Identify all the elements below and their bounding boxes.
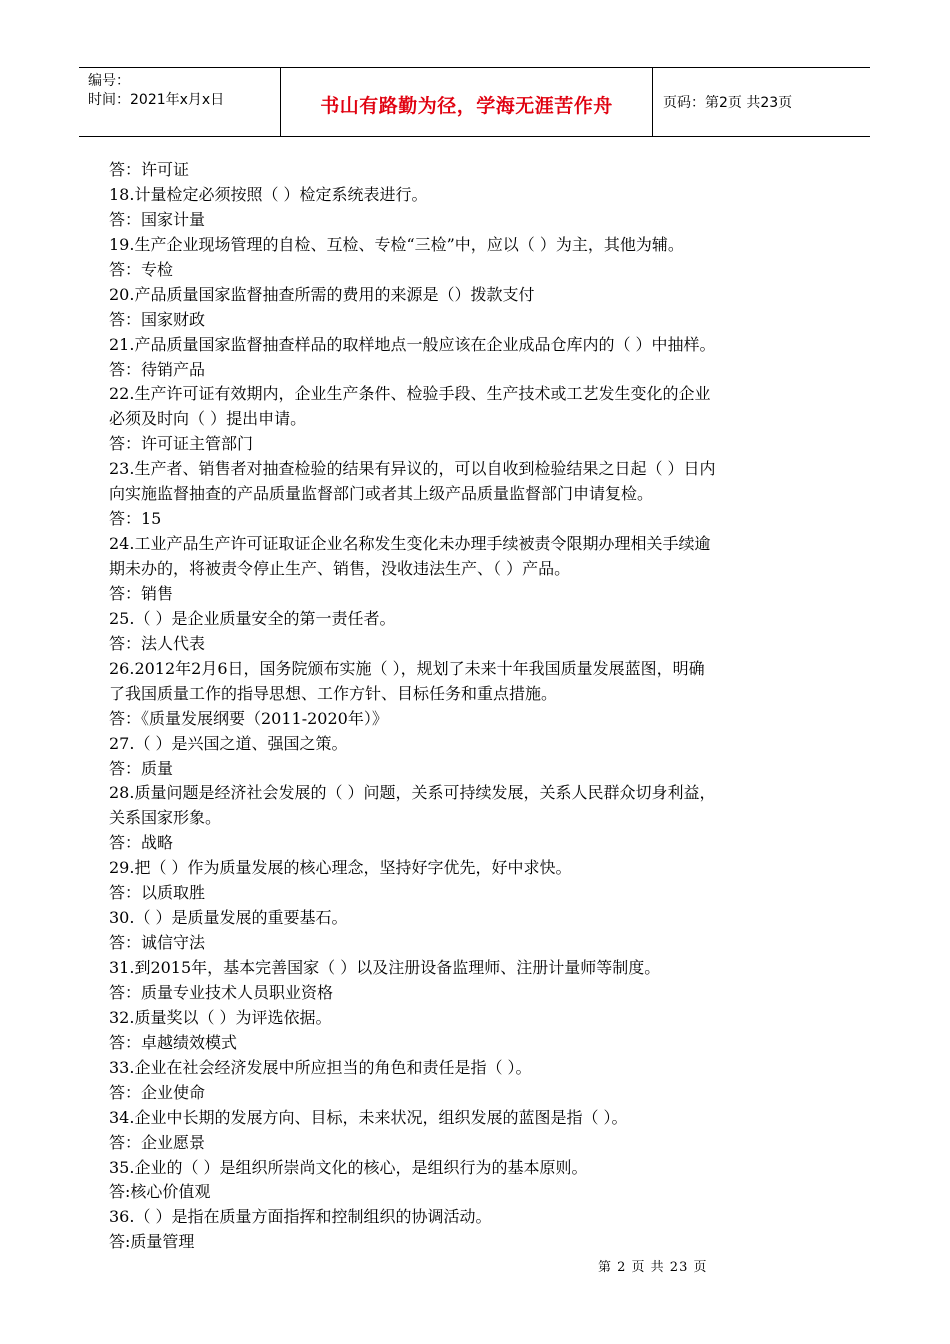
text-line: 30.（ ）是质量发展的重要基石。 — [109, 908, 348, 928]
text-line: 21.产品质量国家监督抽查样品的取样地点一般应该在企业成品仓库内的（ ）中抽样。 — [109, 334, 716, 354]
text-line: 22.生产许可证有效期内，企业生产条件、检验手段、生产技术或工艺发生变化的企业 — [109, 384, 711, 404]
number-label: 编号： — [88, 73, 130, 89]
text-line: 27.（ ）是兴国之道、强国之策。 — [109, 733, 348, 753]
text-line: 28.质量问题是经济社会发展的（ ）问题，关系可持续发展，关系人民群众切身利益， — [109, 783, 716, 803]
text-line: 19.生产企业现场管理的自检、互检、专检“三检”中，应以（ ）为主，其他为辅。 — [109, 234, 684, 254]
text-line: 答：销售 — [109, 583, 174, 603]
text-line: 期未办的，将被责令停止生产、销售，没收违法生产、（ ）产品。 — [109, 559, 571, 578]
text-line: 答：国家财政 — [109, 309, 206, 329]
text-line: 必须及时向（ ）提出申请。 — [109, 409, 307, 429]
header-page-info: 页码：第2页 共23页 — [663, 95, 793, 111]
text-line: 答：《质量发展纲要（2011-2020年）》 — [109, 708, 388, 728]
header-meta — [79, 68, 281, 136]
text-line: 答：企业使命 — [109, 1082, 206, 1102]
page-footer: 第 2 页 共 23 页 — [598, 1260, 708, 1275]
text-line: 答：15 — [109, 509, 162, 529]
page-header — [79, 67, 870, 137]
text-line: 答：许可证 — [109, 160, 190, 179]
text-line: 答：质量专业技术人员职业资格 — [109, 982, 334, 1002]
text-line: 答：战略 — [109, 833, 174, 853]
text-line: 23.生产者、销售者对抽查检验的结果有异议的，可以自收到检验结果之日起（ ）日内 — [109, 459, 716, 479]
time-label: 时间：2021年x月x日 — [88, 92, 225, 108]
text-line: 34.企业中长期的发展方向、目标，未来状况，组织发展的蓝图是指（ ）。 — [109, 1107, 628, 1127]
text-line: 答：许可证主管部门 — [109, 434, 254, 454]
text-line: 35.企业的（ ）是组织所崇尚文化的核心，是组织行为的基本原则。 — [109, 1157, 588, 1177]
text-line: 24.工业产品生产许可证取证企业名称发生变化未办理手续被责令限期办理相关手续逾 — [109, 534, 711, 554]
text-line: 18.计量检定必须按照（ ）检定系统表进行。 — [109, 184, 428, 204]
text-line: 答：法人代表 — [109, 633, 206, 653]
text-line: 31.到2015年，基本完善国家（ ）以及注册设备监理师、注册计量师等制度。 — [109, 958, 661, 977]
text-line: 答：诚信守法 — [109, 933, 206, 953]
text-line: 答：质量 — [109, 758, 174, 778]
text-line: 答：以质取胜 — [109, 883, 206, 903]
text-line: 25.（ ）是企业质量安全的第一责任者。 — [109, 608, 396, 628]
document-body — [109, 158, 847, 1255]
text-line: 答：企业愿景 — [109, 1132, 206, 1152]
text-line: 答:核心价值观 — [109, 1182, 211, 1202]
text-line: 33.企业在社会经济发展中所应担当的角色和责任是指（ ）。 — [109, 1057, 532, 1077]
text-line: 向实施监督抽查的产品质量监督部门或者其上级产品质量监督部门申请复检。 — [109, 484, 654, 504]
text-line: 32.质量奖以（ ）为评选依据。 — [109, 1007, 332, 1027]
header-motto: 书山有路勤为径，学海无涯苦作舟 — [281, 68, 653, 136]
text-line: 答：专检 — [109, 259, 174, 279]
text-line: 答：待销产品 — [109, 359, 206, 379]
text-line: 答：卓越绩效模式 — [109, 1032, 238, 1052]
text-line: 关系国家形象。 — [109, 808, 222, 828]
text-line: 答：国家计量 — [109, 209, 206, 229]
text-line: 36.（ ）是指在质量方面指挥和控制组织的协调活动。 — [109, 1207, 492, 1227]
text-line: 26.2012年2月6日，国务院颁布实施（ ），规划了未来十年我国质量发展蓝图，明确 — [109, 658, 705, 678]
text-line: 29.把（ ）作为质量发展的核心理念，坚持好字优先，好中求快。 — [109, 858, 572, 878]
text-line: 答:质量管理 — [109, 1232, 195, 1252]
text-line: 20.产品质量国家监督抽查所需的费用的来源是（）拨款支付 — [109, 284, 535, 304]
text-line: 了我国质量工作的指导思想、工作方针、目标任务和重点措施。 — [109, 683, 558, 703]
